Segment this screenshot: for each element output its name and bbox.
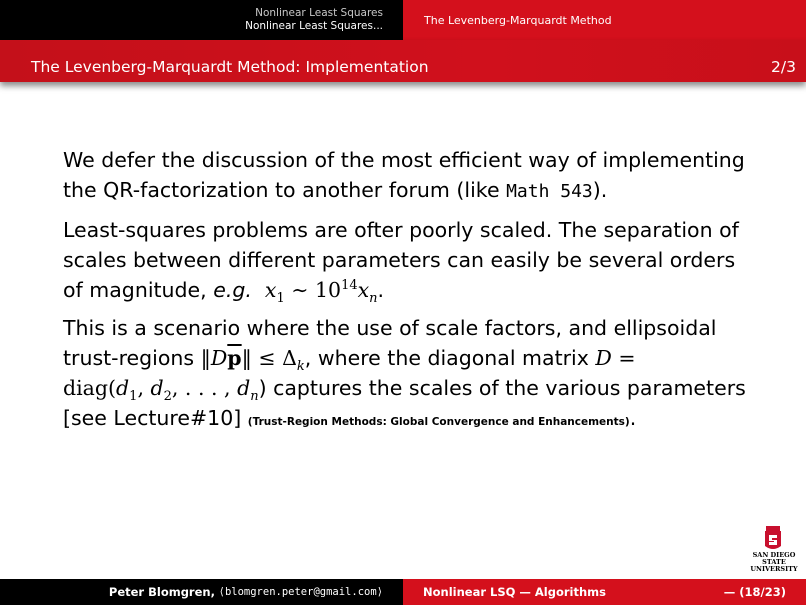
nav-right-panel [403, 0, 806, 40]
p2-end: . [377, 278, 385, 302]
frame-title: The Levenberg-Marquardt Method: Implementation [31, 58, 429, 76]
math-diag: = diag( [63, 346, 636, 400]
math-dn: d [237, 376, 251, 400]
p1-end: ). [592, 178, 608, 202]
sdsu-wordmark [746, 552, 802, 573]
math-xn-sub: n [369, 291, 378, 307]
math-x1-sub: 1 [276, 291, 285, 307]
nav-subsection-nonlinear-least-squares[interactable]: Nonlinear Least Squares... [245, 20, 383, 32]
footer-email: ⟨blomgren.peter@gmail.com⟩ [218, 586, 383, 598]
math-d1: d [116, 376, 130, 400]
math-delta-sub: k [296, 359, 305, 375]
top-navigation-bar [0, 0, 806, 40]
frame-title-bar [0, 40, 806, 94]
paragraph-poor-scaling [63, 215, 753, 305]
course-code: Math 543 [506, 181, 593, 202]
footer-short-title: Nonlinear LSQ — Algorithms [423, 585, 607, 599]
lecture-reference: (Trust-Region Methods: Global Convergence and Enhancements) [247, 416, 630, 428]
p1-text: We defer the discussion of the most efficient way of implementing the QR-factorization to another forum (like [63, 148, 745, 202]
nav-section-nonlinear-least-squares[interactable]: Nonlinear Least Squares [255, 7, 383, 19]
norm-close: ‖ ≤ Δ [241, 346, 297, 370]
sdsu-wordmark-line2: UNIVERSITY [750, 565, 798, 573]
math-D2: D [595, 346, 612, 370]
math-D: D [210, 346, 228, 370]
footer-right-panel [403, 579, 806, 605]
footer-author: Peter Blomgren, [108, 585, 215, 599]
p3-text-c: ) captures the scales of the various parameters [see Lecture#10] [63, 376, 746, 430]
math-xn: x [357, 278, 370, 302]
math-dn-sub: n [250, 389, 259, 405]
paragraph-qr-factorization [63, 145, 753, 207]
paragraph-scale-factors: This is a scenario where the use of scale factors, and ellipsoidal trust-regions $‖D\overline{p}‖ \le \Delta_k$, where the diagonal matrix $D = diag(d_1$, $d_2$, . . . , $d_n$) captures the scales of the various parameters [see Lecture#10] (Trust-Region Methods: Global Convergence and Enhancements). [63, 316, 746, 430]
math-x1: x [264, 278, 277, 302]
footer-left-panel [0, 579, 403, 605]
math-d2-sub: 2 [163, 389, 172, 405]
p3-text-b: , where the diagonal matrix [304, 346, 596, 370]
p3-end: . [629, 406, 637, 430]
frame-page-counter: 2/3 [771, 58, 796, 76]
sdsu-wordmark-line1: SAN DIEGO STATE [752, 551, 796, 566]
math-dots: , . . . , [171, 376, 238, 400]
math-sim: ∼ 10 [284, 278, 342, 302]
footer-bar [0, 579, 806, 605]
footer-page-number: — (18/23) [723, 585, 786, 599]
norm-open: ‖ [200, 346, 211, 370]
p3-text: This is a scenario where the use of scale factors, and ellipsoidal trust-regions [63, 316, 717, 370]
math-p-bar: $\overline{p}$ [227, 346, 242, 370]
nav-section-levenberg-marquardt[interactable]: The Levenberg-Marquardt Method [424, 13, 612, 27]
p2-text: Least-squares problems are ofter poorly scaled. The separation of scales between different parameters can easily be several orders of magnitude, [63, 218, 739, 302]
slide-content [63, 145, 753, 445]
math-exponent: 14 [341, 278, 358, 294]
math-d2: d [150, 376, 164, 400]
math-d1-sub: 1 [129, 389, 138, 405]
eg-abbrev: e.g. [213, 278, 252, 302]
nav-left-panel [0, 0, 403, 40]
